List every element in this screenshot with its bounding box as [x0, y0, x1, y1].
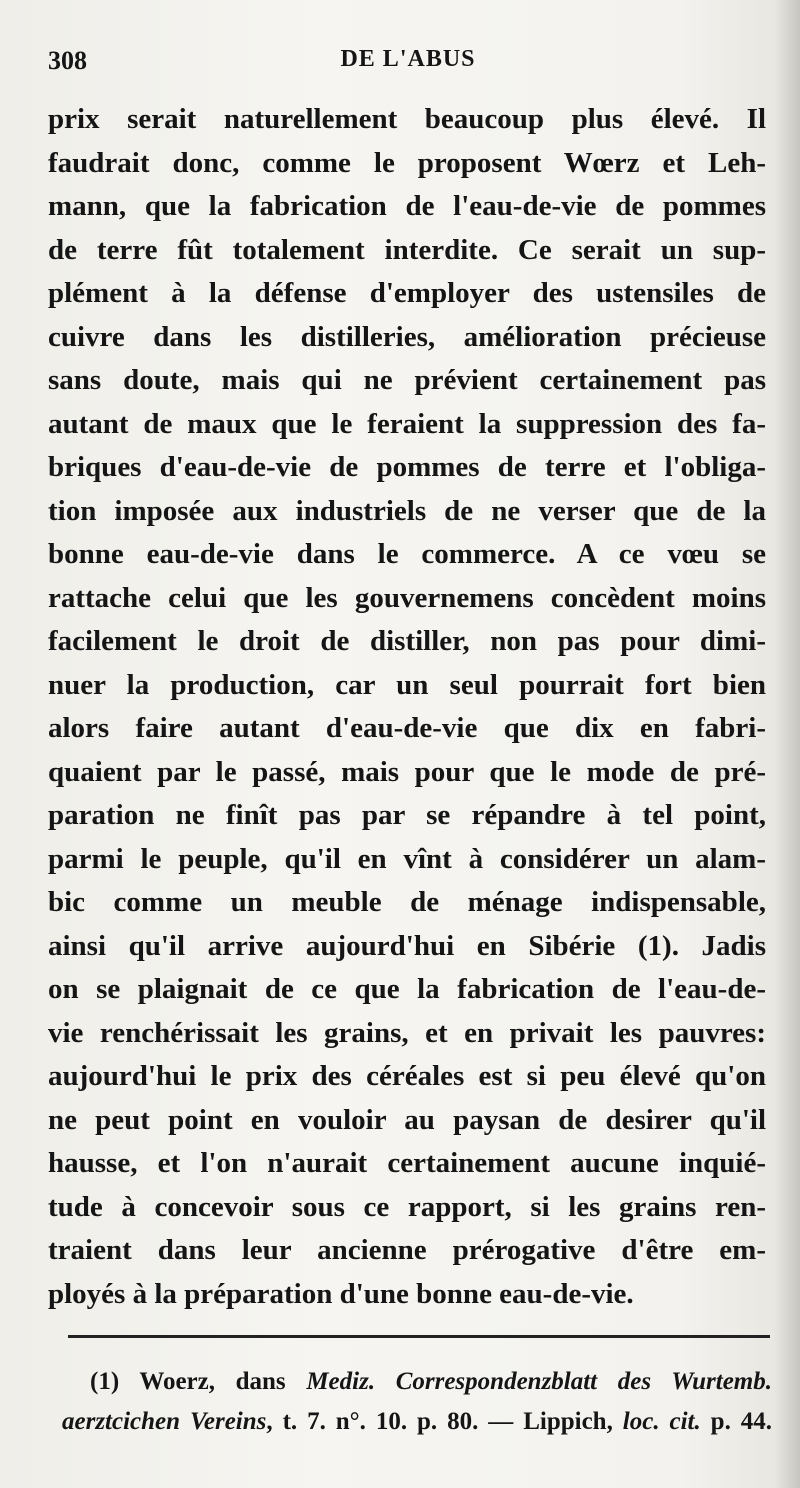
footnote-journal-title-cont: aerztcichen Vereins	[62, 1408, 267, 1435]
text-line: aujourd'hui le prix des céréales est si peu élevé qu'on	[48, 1060, 766, 1092]
footnote	[62, 1362, 772, 1442]
footnote-journal-title: Correspondenzblatt des Wurtemb.	[395, 1368, 772, 1395]
main-text	[48, 98, 766, 1316]
page-number: 308	[48, 46, 87, 75]
footnote-page: p. 44.	[700, 1408, 772, 1435]
footnote-loc-cit: loc. cit.	[622, 1408, 701, 1435]
footnote-reference: , t. 7. n°. 10. p. 80. — Lippich,	[266, 1408, 623, 1435]
footnote-journal-abbrev: Mediz.	[306, 1368, 376, 1395]
text-line: traient dans leur ancienne prérogative d'être em-	[48, 1234, 766, 1266]
text-line: ainsi qu'il arrive aujourd'hui en Sibérie (1). Jadis	[48, 929, 766, 962]
text-line: sans doute, mais qui ne prévient certainement pas	[48, 364, 766, 396]
text-line: paration ne finît pas par se répandre à tel point,	[48, 799, 766, 831]
text-line: parmi le peuple, qu'il en vînt à considérer un alam-	[48, 842, 766, 875]
text-line: nuer la production, car un seul pourrait fort bien	[48, 668, 766, 701]
text-line: plément à la défense d'employer des ustensiles de	[48, 277, 766, 309]
text-line: quaient par le passé, mais pour que le mode de pré-	[48, 755, 766, 788]
text-line: alors faire autant d'eau-de-vie que dix en fabri-	[48, 712, 766, 744]
text-line: autant de maux que le feraient la suppression des fa-	[48, 407, 766, 440]
text-line: tion imposée aux industriels de ne verser que de la	[48, 494, 766, 527]
running-head: DE L'ABUS	[340, 46, 476, 72]
text-line: faudrait donc, comme le proposent Wœrz et Leh-	[48, 146, 766, 179]
text-line: cuivre dans les distilleries, amélioration précieuse	[48, 320, 766, 353]
text-line: ployés à la préparation d'une bonne eau-de-vie.	[48, 1277, 634, 1310]
text-line: briques d'eau-de-vie de pommes de terre et l'obliga-	[48, 451, 766, 483]
text-line: facilement le droit de distiller, non pas pour dimi-	[48, 625, 766, 657]
page-header	[48, 46, 768, 80]
text-line: bic comme un meuble de ménage indispensable,	[48, 886, 766, 918]
footnote-space	[375, 1368, 396, 1395]
text-line: hausse, et l'on n'aurait certainement aucune inquié-	[48, 1147, 766, 1179]
text-line: ne peut point en vouloir au paysan de desirer qu'il	[48, 1103, 766, 1136]
footnote-rule	[68, 1335, 770, 1338]
text-line: vie renchérissait les grains, et en privait les pauvres:	[48, 1016, 766, 1049]
text-line: rattache celui que les gouvernemens concèdent moins	[48, 581, 766, 614]
text-line: de terre fût totalement interdite. Ce serait un sup-	[48, 233, 766, 266]
text-line: bonne eau-de-vie dans le commerce. A ce vœu se	[48, 538, 766, 570]
footnote-line	[62, 1402, 772, 1442]
text-line: mann, que la fabrication de l'eau-de-vie de pommes	[48, 190, 766, 222]
footnote-text: (1) Woerz, dans	[90, 1368, 307, 1395]
page-edge-shadow	[774, 0, 800, 1488]
text-line: on se plaignait de ce que la fabrication de l'eau-de-	[48, 973, 766, 1005]
footnote-line	[62, 1362, 772, 1402]
text-line: tude à concevoir sous ce rapport, si les grains ren-	[48, 1190, 766, 1223]
text-line: prix serait naturellement beaucoup plus élevé. Il	[48, 103, 766, 135]
